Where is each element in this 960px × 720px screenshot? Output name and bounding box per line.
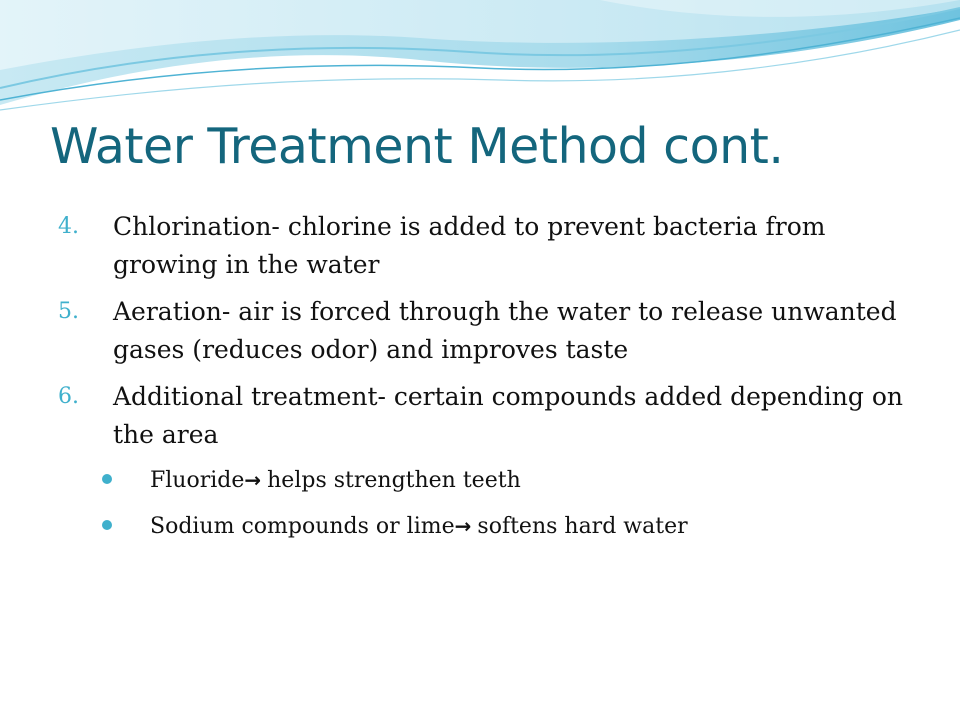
list-item-text: Chlorination- chlorine is added to prevent bacteria from growing in the water xyxy=(113,212,826,279)
arrow-right-icon: → xyxy=(454,514,472,538)
bullet-dot-icon xyxy=(102,520,112,530)
list-item-chlorination xyxy=(58,208,918,284)
sub-bullet-desc: helps strengthen teeth xyxy=(267,468,521,493)
list-item-text: Aeration- air is forced through the water to release unwanted gases (reduces odor) and improves taste xyxy=(113,297,897,364)
sub-bullet-term: Sodium compounds or lime xyxy=(150,514,455,539)
slide-content xyxy=(58,208,918,555)
slide-title: Water Treatment Method cont. xyxy=(50,118,784,175)
list-number: 6. xyxy=(58,384,79,409)
list-item-aeration xyxy=(58,293,918,369)
sub-bullet-fluoride xyxy=(58,463,918,498)
arrow-right-icon: → xyxy=(244,468,262,492)
list-item-text: Additional treatment- certain compounds added depending on the area xyxy=(113,382,903,449)
sub-bullet-desc: softens hard water xyxy=(477,514,688,539)
wave-banner-decoration xyxy=(0,0,960,120)
list-number: 4. xyxy=(58,214,79,239)
list-number: 5. xyxy=(58,299,79,324)
sub-bullet-term: Fluoride xyxy=(150,468,245,493)
list-item-additional-treatment xyxy=(58,378,918,454)
bullet-dot-icon xyxy=(102,474,112,484)
sub-bullet-sodium xyxy=(58,509,918,544)
